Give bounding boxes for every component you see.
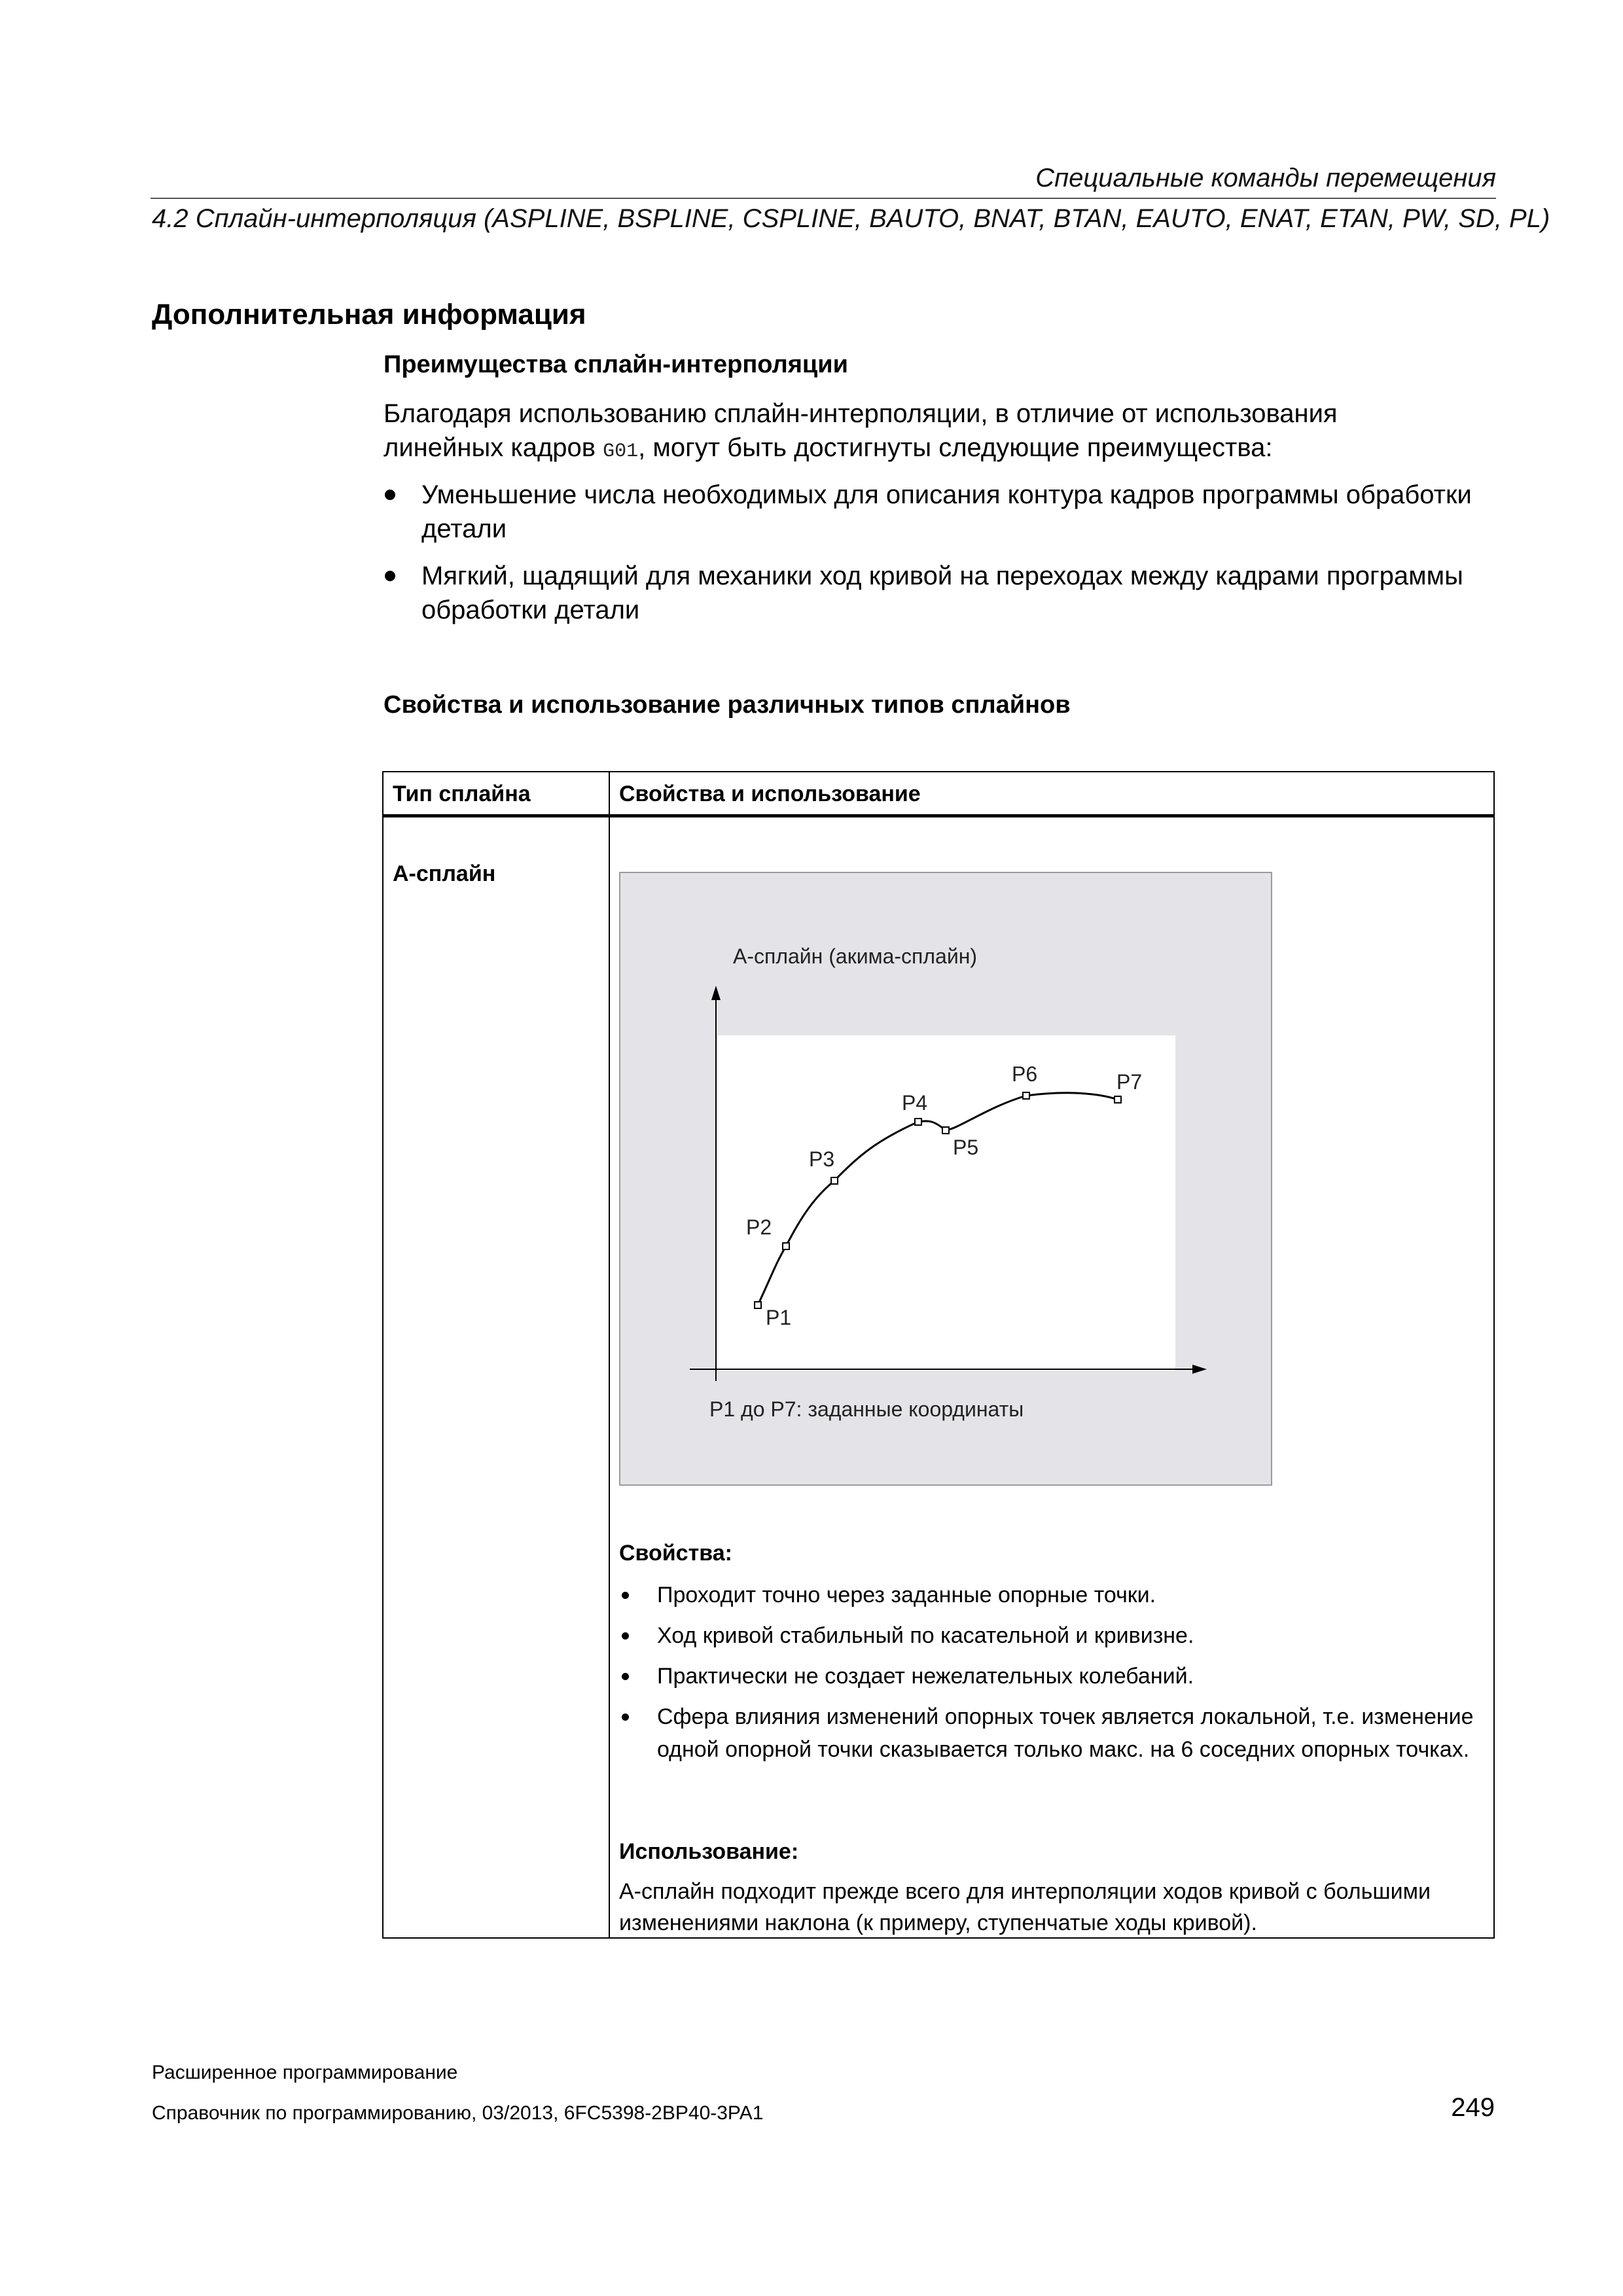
list-item (619, 1619, 1483, 1652)
header-rule (151, 198, 1496, 199)
point-label-p5: P5 (953, 1136, 979, 1159)
footer-book-title: Расширенное программирование (152, 2062, 458, 2083)
bullet-icon (622, 1713, 629, 1721)
point-label-p2: P2 (746, 1215, 772, 1239)
bullet-icon (622, 1592, 629, 1599)
spline-table (382, 771, 1495, 1939)
paragraph-line-2b: , могут быть достигнуты следующие преимущества: (638, 433, 1273, 462)
point-marker-p1 (755, 1302, 761, 1308)
point-marker-p4 (915, 1119, 921, 1125)
list-item-text: Уменьшение числа необходимых для описания контура кадров программы обработки детали (421, 480, 1472, 543)
figure-caption: P1 до P7: заданные координаты (709, 1397, 1024, 1421)
point-label-p4: P4 (902, 1091, 928, 1115)
advantages-paragraph (383, 397, 1496, 469)
paragraph-line-1: Благодаря использованию сплайн-интерполяции, в отличие от использования (383, 399, 1338, 428)
footer-manual-info: Справочник по программированию, 03/2013, 6FC5398-2BP40-3PA1 (152, 2102, 764, 2124)
bullet-icon (385, 571, 395, 581)
point-label-p3: P3 (809, 1147, 835, 1171)
aspline-diagram (620, 873, 1274, 1487)
figure-title: A-сплайн (акима-сплайн) (733, 944, 978, 968)
running-header-section: 4.2 Сплайн-интерполяция (ASPLINE, BSPLINE, CSPLINE, BAUTO, BNAT, BTAN, EAUTO, ENAT, ETAN, PW, SD, PL) (152, 204, 1550, 233)
aspline-figure (619, 872, 1272, 1486)
list-item-text: Сфера влияния изменений опорных точек является локальной, т.е. изменение одной опорной точки сказывается только макс. на 6 соседних опорных точках. (657, 1704, 1474, 1762)
advantages-list (383, 478, 1496, 640)
point-marker-p6 (1023, 1092, 1029, 1099)
page-number: 249 (1451, 2093, 1495, 2122)
table-header-type: Тип сплайна (393, 781, 531, 806)
list-item (619, 1579, 1483, 1611)
bullet-icon (622, 1632, 629, 1640)
code-g01: G01 (603, 440, 639, 463)
point-marker-p2 (783, 1243, 789, 1249)
running-header-title: Специальные команды перемещения (1035, 164, 1496, 192)
point-label-p1: P1 (766, 1306, 792, 1329)
point-marker-p5 (942, 1127, 949, 1134)
point-marker-p7 (1115, 1096, 1121, 1103)
bullet-icon (622, 1673, 629, 1680)
table-column-divider (609, 772, 610, 1937)
list-item (619, 1660, 1483, 1693)
point-label-p6: P6 (1012, 1062, 1038, 1086)
list-item (383, 559, 1496, 627)
table-header-properties: Свойства и использование (619, 781, 921, 806)
properties-list (619, 1579, 1483, 1774)
paragraph-line-2a: линейных кадров (383, 433, 603, 462)
properties-heading: Свойства: (619, 1541, 732, 1566)
bullet-icon (385, 490, 395, 500)
list-item (619, 1700, 1483, 1766)
list-item-text: Проходит точно через заданные опорные точки. (657, 1583, 1156, 1607)
spline-types-heading: Свойства и использование различных типов сплайнов (383, 691, 1071, 719)
usage-text: A-сплайн подходит прежде всего для интерполяции ходов кривой с большими изменениями наклона (к примеру, ступенчатые ходы кривой). (619, 1879, 1431, 1935)
list-item-text: Мягкий, щадящий для механики ход кривой на переходах между кадрами программы обработки детали (421, 562, 1463, 624)
table-header-rule (383, 814, 1493, 817)
usage-heading: Использование: (619, 1839, 799, 1864)
list-item (383, 478, 1496, 546)
x-axis-arrow-icon (1192, 1365, 1207, 1374)
table-row-label: A-сплайн (393, 861, 496, 886)
point-label-p7: P7 (1116, 1070, 1143, 1094)
section-heading: Дополнительная информация (152, 298, 586, 331)
point-marker-p3 (831, 1177, 838, 1184)
advantages-heading: Преимущества сплайн-интерполяции (383, 351, 848, 378)
list-item-text: Ход кривой стабильный по касательной и кривизне. (657, 1623, 1194, 1648)
y-axis-arrow-icon (711, 986, 721, 1000)
list-item-text: Практически не создает нежелательных колебаний. (657, 1664, 1194, 1689)
